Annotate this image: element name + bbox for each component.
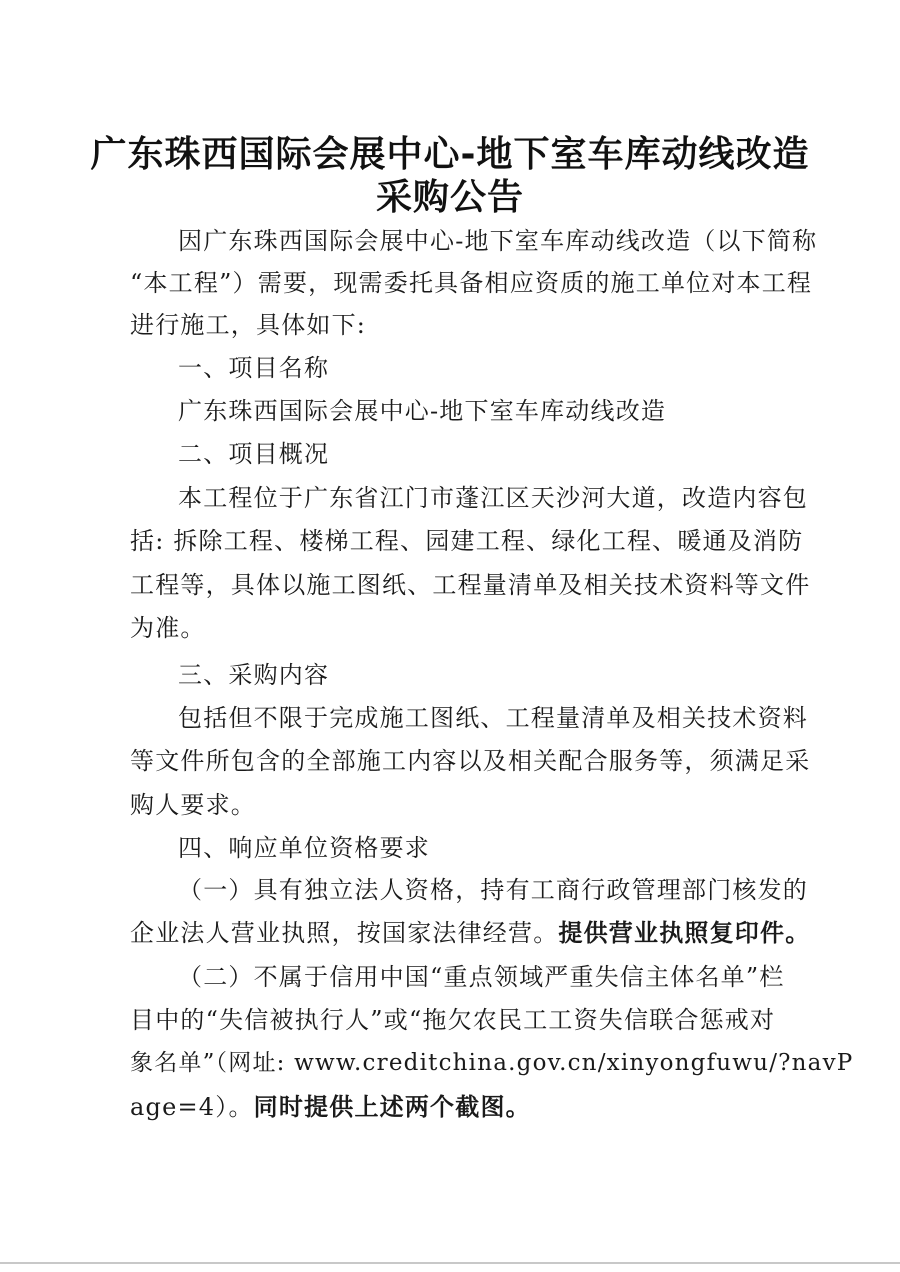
section-2-line-2: 括: 拆除工程、楼梯工程、园建工程、绿化工程、暖通及消防 [130,527,804,555]
section-3-heading: 三、采购内容 [178,661,330,689]
section-3-line-2: 等文件所包含的全部施工内容以及相关配合服务等，须满足采 [130,747,811,775]
section-2-line-3: 工程等，具体以施工图纸、工程量清单及相关技术资料等文件 [130,571,811,599]
section-3-line-1: 包括但不限于完成施工图纸、工程量清单及相关技术资料 [178,704,808,732]
intro-line-3: 进行施工，具体如下: [130,311,367,339]
section-4-p2-line-4-text: age=4）。 [130,1093,254,1121]
intro-line-1: 因广东珠西国际会展中心-地下室车库动线改造（以下简称 [178,227,818,255]
intro-line-2: “本工程”）需要，现需委托具备相应资质的施工单位对本工程 [130,269,813,297]
section-4-p2-emphasis: 同时提供上述两个截图。 [253,1093,531,1121]
section-4-p1-line-1: （一）具有独立法人资格，持有工商行政管理部门核发的 [178,876,808,904]
section-3-line-3: 购人要求。 [130,791,256,819]
section-4-p1-line-2-text: 企业法人营业执照，按国家法律经营。 [130,919,559,947]
document-title-line-1: 广东珠西国际会展中心-地下室车库动线改造 [90,134,810,175]
section-1-heading: 一、项目名称 [178,354,330,382]
section-4-p1-line-2 [130,918,811,948]
section-4-p2-line-4 [130,1092,790,1122]
section-2-line-1: 本工程位于广东省江门市蓬江区天沙河大道，改造内容包 [178,484,808,512]
page-bottom-rule [0,1262,900,1264]
section-4-p2-line-1: （二）不属于信用中国“重点领域严重失信主体名单”栏 [178,963,785,991]
document-title-line-2: 采购公告 [375,177,524,218]
section-4-p2-line-3: 象名单”（网址: www.creditchina.gov.cn/xinyongfuwu/?navP [130,1050,854,1076]
section-4-p2-line-2: 目中的“失信被执行人”或“拖欠农民工工资失信联合惩戒对 [130,1006,776,1034]
section-2-heading: 二、项目概况 [178,440,330,468]
section-4-heading: 四、响应单位资格要求 [178,834,430,862]
section-1-text: 广东珠西国际会展中心-地下室车库动线改造 [178,397,667,425]
section-4-p1-emphasis: 提供营业执照复印件。 [558,919,811,947]
section-2-line-4: 为准。 [130,614,206,642]
